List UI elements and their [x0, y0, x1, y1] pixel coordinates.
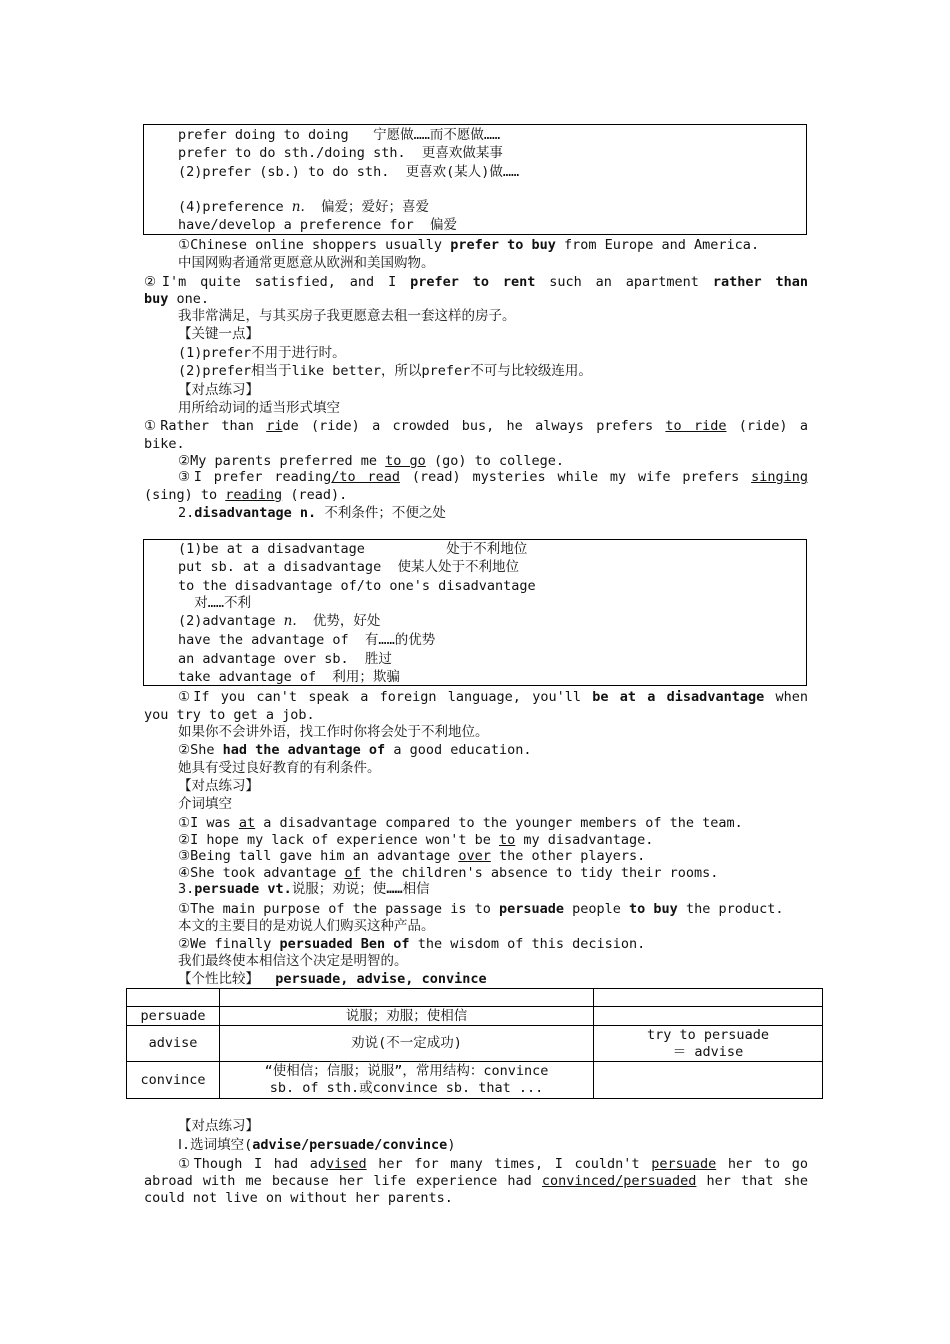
exercise-item: ③Being tall gave him an advantage over the other players. [178, 848, 646, 864]
exercise-item-cont: abroad with me because her life experience had convinced/persuaded her that she [144, 1173, 808, 1189]
exercise-item: ③I prefer reading/to read (read) mysteries while my wife prefers singing [178, 469, 808, 485]
table-row [127, 1007, 823, 1026]
table-cell: advise [127, 1026, 220, 1062]
box-line: (4)preference n. 偏爱；爱好；喜爱 [178, 199, 430, 215]
example-sentence: ②I'm quite satisfied, and I prefer to rent such an apartment rather than [144, 274, 808, 290]
instruction: 用所给动词的适当形式填空 [178, 400, 340, 416]
example-translation: 本文的主要目的是劝说人们购买这种产品。 [178, 918, 435, 934]
example-translation: 如果你不会讲外语，找工作时你将会处于不利地位。 [178, 724, 489, 740]
exercise-item-cont: (sing) to reading (read). [144, 487, 348, 503]
exercise-item: ④She took advantage of the children's absence to tidy their rooms. [178, 865, 719, 881]
exercise-item-cont: could not live on without her parents. [144, 1190, 453, 1206]
example-translation: 中国网购者通常更愿意从欧洲和美国购物。 [178, 255, 435, 271]
box-line: (2)prefer (sb.) to do sth. 更喜欢(某人)做…… [178, 164, 520, 180]
box-line: take advantage of 利用；欺骗 [178, 669, 400, 685]
section-heading: 【对点练习】 [178, 382, 259, 398]
box-line: (1)be at a disadvantage 处于不利地位 [178, 541, 528, 557]
vocab-item: 3.persuade vt.说服；劝说；使……相信 [178, 881, 430, 897]
box-line: prefer to do sth./doing sth. 更喜欢做某事 [178, 145, 503, 161]
example-sentence: ②She had the advantage of a good education. [178, 742, 532, 758]
table-cell [220, 1062, 594, 1099]
vocab-item: 2.disadvantage n. 不利条件；不便之处 [178, 505, 446, 521]
exercise-item-cont: bike. [144, 436, 185, 452]
table-cell [594, 1062, 823, 1099]
box-line: have the advantage of 有……的优势 [178, 632, 436, 648]
comparison-table [126, 988, 823, 1099]
table-cell [220, 989, 594, 1007]
cell-line: try to persuade [647, 1026, 769, 1043]
compare-heading: 【个性比较】 persuade, advise, convince [178, 971, 487, 987]
table-row [127, 1026, 823, 1062]
example-translation: 我非常满足，与其买房子我更愿意去租一套这样的房子。 [178, 308, 516, 324]
box-line: have/develop a preference for 偏爱 [178, 217, 457, 233]
example-translation: 她具有受过良好教育的有利条件。 [178, 760, 381, 776]
example-translation: 我们最终使本相信这个决定是明智的。 [178, 953, 408, 969]
table-cell [127, 989, 220, 1007]
box-line: an advantage over sb. 胜过 [178, 651, 392, 667]
table-cell [594, 1007, 823, 1026]
box-line: prefer doing to doing 宁愿做……而不愿做…… [178, 127, 501, 143]
box-line: put sb. at a disadvantage 使某人处于不利地位 [178, 559, 519, 575]
table-cell [594, 989, 823, 1007]
example-sentence-cont: you try to get a job. [144, 707, 315, 723]
table-row [127, 989, 823, 1007]
table-row [127, 1062, 823, 1099]
example-sentence: ①If you can't speak a foreign language, you'll be at a disadvantage when [178, 689, 808, 705]
table-cell [594, 1026, 823, 1062]
example-sentence: ②We finally persuaded Ben of the wisdom of this decision. [178, 936, 646, 952]
section-heading: 【对点练习】 [178, 1118, 259, 1134]
section-heading: 【关键一点】 [178, 326, 259, 342]
table-cell: 劝说(不一定成功) [220, 1026, 594, 1062]
exercise-item: ②My parents preferred me to go (go) to college. [178, 453, 564, 469]
example-sentence-cont: buy one. [144, 291, 210, 307]
instruction: Ⅰ.选词填空(advise/persuade/convince) [178, 1137, 456, 1153]
exercise-item: ①I was at a disadvantage compared to the younger members of the team. [178, 815, 743, 831]
key-point: (1)prefer不用于进行时。 [178, 345, 346, 361]
table-cell: 说服；劝服；使相信 [220, 1007, 594, 1026]
section-heading: 【对点练习】 [178, 778, 259, 794]
cell-line: sb. of sth.或convince sb. that ... [269, 1080, 544, 1096]
example-sentence: ①Chinese online shoppers usually prefer to buy from Europe and America. [178, 237, 760, 253]
table-cell: convince [127, 1062, 220, 1099]
exercise-item: ①Rather than ride (ride) a crowded bus, he always prefers to ride (ride) a [144, 418, 808, 434]
exercise-item: ②I hope my lack of experience won't be to my disadvantage. [178, 832, 654, 848]
instruction: 介词填空 [178, 796, 232, 812]
table-cell: persuade [127, 1007, 220, 1026]
exercise-item: ①Though I had advised her for many times, I couldn't persuade her to go [178, 1156, 808, 1172]
cell-line: ＝ advise [672, 1043, 744, 1060]
cell-line: “使相信；信服；说服”，常用结构：convince [264, 1063, 549, 1079]
box-line: 对……不利 [178, 595, 252, 611]
key-point: (2)prefer相当于like better，所以prefer不可与比较级连用。 [178, 363, 592, 379]
example-sentence: ①The main purpose of the passage is to persuade people to buy the product. [178, 901, 784, 917]
box-line: (2)advantage n. 优势，好处 [178, 613, 381, 629]
box-line: to the disadvantage of/to one's disadvantage [178, 578, 536, 594]
